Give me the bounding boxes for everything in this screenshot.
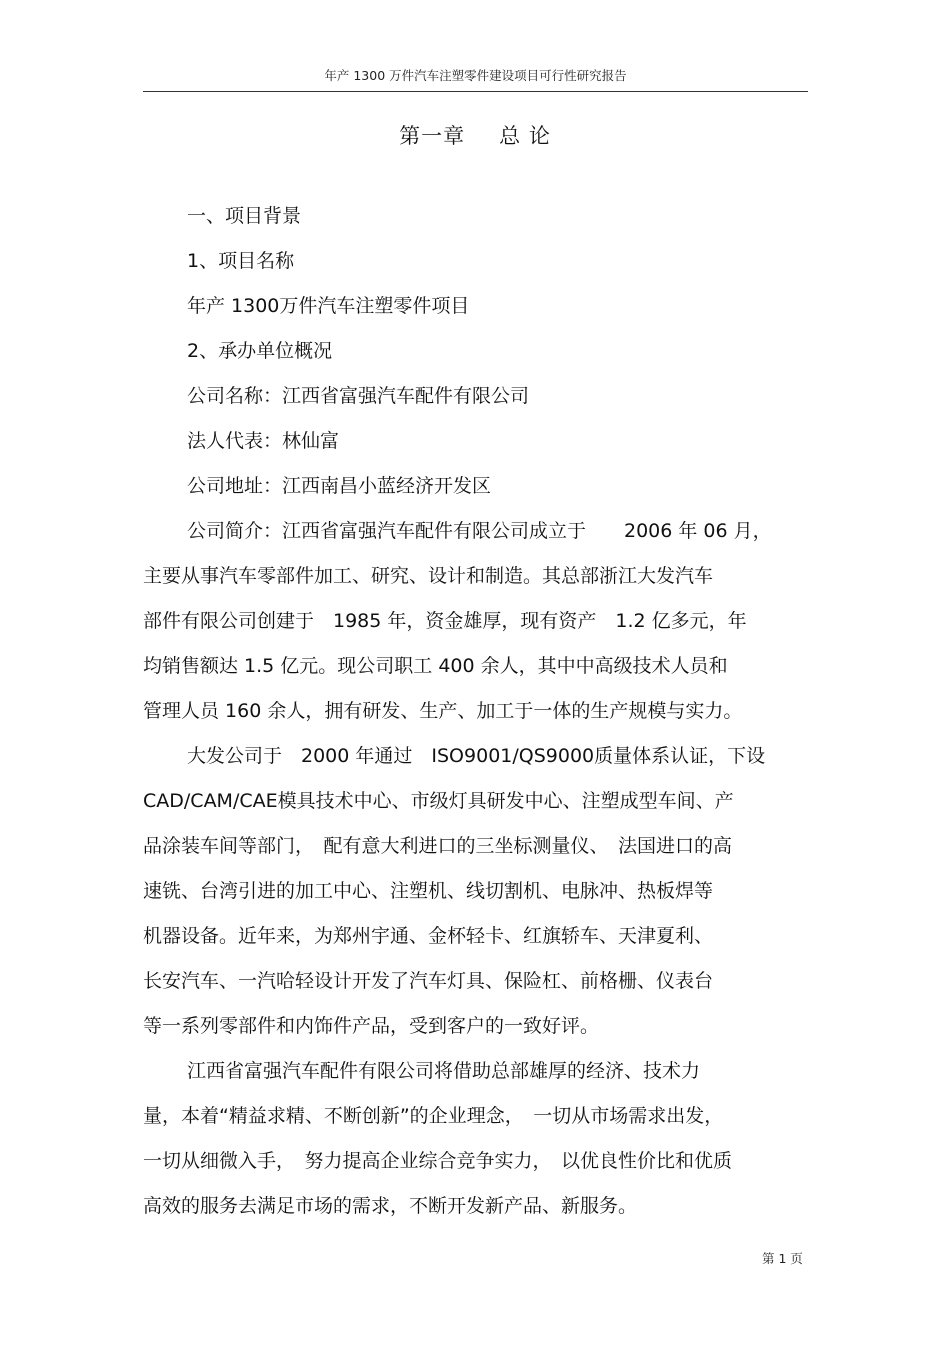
paragraph-line: 品涂装车间等部门， 配有意大利进口的三坐标测量仪、 法国进口的高 <box>143 835 733 857</box>
paragraph-line: 量，本着“精益求精、不断创新”的企业理念， 一切从市场需求出发， <box>143 1105 724 1127</box>
page-number: 第 1 页 <box>762 1251 803 1266</box>
project-name: 年产 1300万件汽车注塑零件项目 <box>187 295 470 317</box>
header-rule <box>143 91 808 92</box>
paragraph-line: 江西省富强汽车配件有限公司将借助总部雄厚的经济、技术力 <box>187 1060 701 1082</box>
paragraph-line: 公司简介：江西省富强汽车配件有限公司成立于 2006 年 06 月， <box>187 520 772 542</box>
running-header: 年产 1300 万件汽车注塑零件建设项目可行性研究报告 <box>324 68 627 83</box>
company-name-line: 公司名称：江西省富强汽车配件有限公司 <box>187 385 530 407</box>
chapter-heading <box>0 120 950 150</box>
paragraph-line: 等一系列零部件和内饰件产品，受到客户的一致好评。 <box>143 1015 600 1037</box>
chapter-title: 总 论 <box>499 124 551 148</box>
paragraph-line: 主要从事汽车零部件加工、研究、设计和制造。其总部浙江大发汽车 <box>143 565 714 587</box>
paragraph-line: 高效的服务去满足市场的需求，不断开发新产品、新服务。 <box>143 1195 638 1217</box>
paragraph-line: 速铣、台湾引进的加工中心、注塑机、线切割机、电脉冲、热板焊等 <box>143 880 714 902</box>
paragraph-line: 部件有限公司创建于 1985 年，资金雄厚，现有资产 1.2 亿多元，年 <box>143 610 747 632</box>
legal-representative-line: 法人代表：林仙富 <box>187 430 340 452</box>
subsection-heading: 1、项目名称 <box>187 250 295 272</box>
paragraph-line: 一切从细微入手， 努力提高企业综合竞争实力， 以优良性价比和优质 <box>143 1150 733 1172</box>
paragraph-line: 管理人员 160 余人，拥有研发、生产、加工于一体的生产规模与实力。 <box>143 700 743 722</box>
paragraph-line: CAD/CAM/CAE模具技术中心、市级灯具研发中心、注塑成型车间、产 <box>143 790 734 812</box>
section-heading: 一、项目背景 <box>187 205 302 227</box>
paragraph-line: 长安汽车、一汽哈轻设计开发了汽车灯具、保险杠、前格栅、仪表台 <box>143 970 714 992</box>
paragraph-line: 均销售额达 1.5 亿元。现公司职工 400 余人，其中中高级技术人员和 <box>143 655 728 677</box>
paragraph-line: 大发公司于 2000 年通过 ISO9001/QS9000质量体系认证，下设 <box>187 745 766 767</box>
paragraph-line: 机器设备。近年来，为郑州宇通、金杯轻卡、红旗轿车、天津夏利、 <box>143 925 714 947</box>
chapter-number: 第一章 <box>399 124 466 148</box>
subsection-heading: 2、承办单位概况 <box>187 340 333 362</box>
company-address-line: 公司地址：江西南昌小蓝经济开发区 <box>187 475 492 497</box>
